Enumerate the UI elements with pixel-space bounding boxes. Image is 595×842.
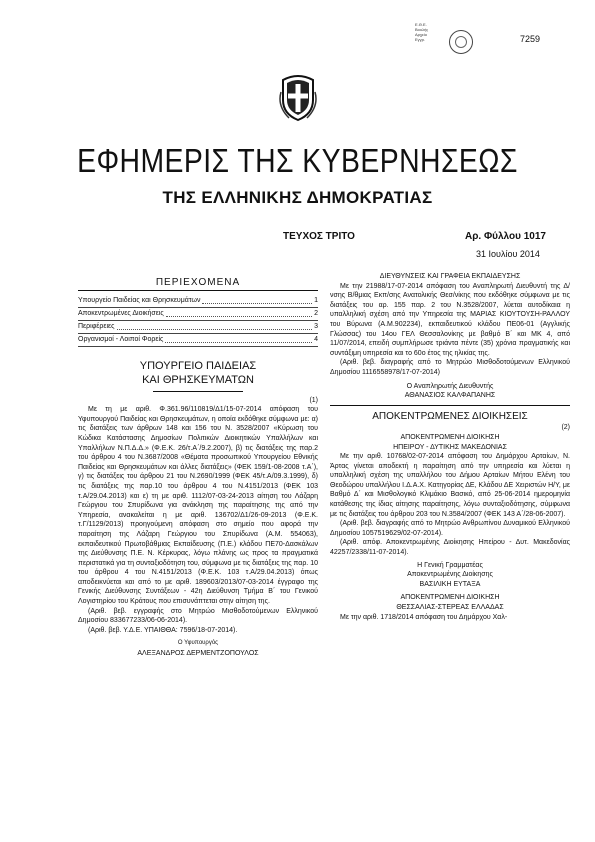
leader-dots: [165, 334, 312, 343]
gazette-masthead: ΕΦΗΜΕΡΙΣ ΤΗΣ ΚΥΒΕΡΝΗΣΕΩΣ: [77, 142, 518, 179]
decision-ref: (2): [561, 424, 570, 432]
contents-entry-label: Περιφέρειες: [78, 322, 115, 330]
leader-dots: [117, 321, 313, 330]
signer-name: ΑΛΕΞΑΝΔΡΟΣ ΔΕΡΜΕΝΤΖΟΠΟΥΛΟΣ: [137, 650, 259, 658]
decision-body: Με την αριθ. 10768/02-07-2014 απόφαση του Δημάρχου Αρταίων, Ν. Άρτας γίνεται αποδεκτή η παραίτηση από την υπηρεσία και λύεται η υπαλληλική σχέση της υπαλλήλου του Δήμου Αρταίων Μήτου Ελένη του Θεοδώρου υπαλλήλου Ι.Δ.Α.Χ. Κατηγορίας ΔΕ, Κλάδου ΔΕ Χειριστών Η/Υ, με Βαθμό Δ΄ και Μισθολογικό Κλιμάκιο Βασικό, από 25-06-2014 ημερομηνία κατάθεσης της ίδιας αίτησης παραίτησης, λόγω συνταξιοδότησης, σύμφωνα με τις διατάξεις του άρθρου 203 του Ν.3584/2007 (ΦΕΚ 143 Α΄/28-06-2007).: [330, 453, 570, 518]
authority-region: ΘΕΣΣΑΛΙΑΣ-ΣΤΕΡΕΑΣ ΕΛΛΑΔΑΣ: [396, 604, 504, 611]
stamp-line: Βουλής: [415, 27, 429, 32]
authority-name: ΑΠΟΚΕΝΤΡΩΜΕΝΗ ΔΙΟΙΚΗΣΗ: [400, 594, 500, 602]
signer-name: ΒΑΣΙΛΙΚΗ ΕΥΤΑΞΑ: [419, 580, 481, 588]
registry-stamp: [415, 22, 475, 62]
department-heading: ΔΙΕΥΘΥΝΣΕΙΣ ΚΑΙ ΓΡΑΦΕΙΑ ΕΚΠΑΙΔΕΥΣΗΣ: [379, 273, 521, 280]
decision-ref: (1): [309, 396, 318, 404]
contents-entry-label: Υπουργείο Παιδείας και Θρησκευμάτων: [78, 296, 201, 304]
contents-entry-label: Οργανισμοί - Λοιποί Φορείς: [78, 335, 164, 343]
decision-body: Με τη με αριθ. Φ.361.96/110819/Δ1/15-07-2014 απόφαση του Υφυπουργού Παιδείας και Θρησκευμάτων, η οποία εκδόθηκε σύμφωνα με: α) τις διατάξεις των άρθρων 148 και 156 του Ν. 3528/2007 «Κύρωση του Κώδικα Κατάστασης Δημοσίων Πολιτικών Διοικητικών Υπαλλήλων και Υπαλλήλων Ν.Π.Δ.Δ.» (Φ.Ε.Κ. 26/τ.Α΄/9.2.2007), β) τις διατάξεις της παρ.2 του άρθρου 4 του Ν.3687/2008 «Θέματα προσωπικού Υπουργείου Εθνικής Παιδείας και Θρησκευμάτων και άλλες διατάξεις» (ΦΕΚ 159/1-08-2008 τ.Α΄), γ) τις διατάξεις του άρθρου 21 του Ν.2690/1999 (ΦΕΚ 45/τ.Α/09.3.1999), δ) τις διατάξεις της παρ.10 του άρθρου 4 του Ν.4151/2013 (ΦΕΚ 103 τ.Α/29.04.2013) και ε) τη με αριθ. 1112/07-03-24-2013 αίτηση του Λάζαρη Γεώργιου του Σπυρίδωνα για ανάκληση της παραίτησης της από την Υπηρεσία, ανακαλείται η με αριθ. 136702/Δ1/26-09-2013 (Φ.Ε.Κ. τ.Γ/1129/2013) προηγούμενη απόφαση στο σημείο που αφορά την παραίτηση της Λάζαρη Γεώργιου του Σπυρίδωνα (Α.Μ. 554063), εκπαιδευτικού Πρωτοβάθμιας Εκπαίδευσης (Π.Ε.) κλάδου ΠΕ70-Δασκάλων της Διεύθυνσης Π.Ε. Ν. Κέρκυρας, λόγω πλάνης ως προς τα πραγματικά περιστατικά για τη συνταξιοδότηση του, σύμφωνα με τις διατάξεις της παρ. 10 του άρθρου 4 του Ν.4151/2013 (Φ.Ε.Κ. 103 τ.Α/29.04.2013) όπως αποδεικνύεται και από το με αριθ. 189603/2013/07-03-2014 έγγραφο της Γενικής Διεύθυνσης Συντάξεων - 42η Διεύθυνση Τμήμα Β΄ του Γενικού Λογιστηρίου του Κράτους που επισυνάπτεται στην αίτηση της.: [78, 406, 318, 606]
sheet-number: Αρ. Φύλλου 1017: [465, 231, 546, 242]
signer-name: ΑΘΑΝΑΣΙΟΣ ΚΑΛΦΑΠΑΝΗΣ: [404, 392, 496, 400]
leader-dots: [202, 295, 312, 304]
decision-body: Με την αριθ. 1718/2014 απόφαση του Δημάρχου Χαλ-: [340, 613, 508, 621]
authority-name: ΑΠΟΚΕΝΤΡΩΜΕΝΗ ΔΙΟΙΚΗΣΗ: [400, 433, 500, 441]
contents-entry[interactable]: [78, 321, 318, 334]
contents-entry-page: 1: [314, 296, 318, 304]
contents-entry[interactable]: [78, 295, 318, 308]
signer-role: Ο Υφυπουργός: [177, 640, 219, 647]
page-number: 7259: [520, 34, 541, 44]
contents-entry-page: 2: [314, 309, 318, 317]
ministry-heading-line: ΚΑΙ ΘΡΗΣΚΕΥΜΑΤΩΝ: [142, 373, 254, 386]
decision-note: (Αριθ. βεβ. διαγραφής από το Μητρώο Μισθοδοτούμενων Ελληνικού Δημοσίου 1116558978/17-07-2014): [330, 359, 570, 376]
decision-note: (Αριθ. απόφ. Αποκεντρωμένης Διοίκησης Ηπείρου - Δυτ. Μακεδονίας 42257/2338/11-07-2014).: [330, 539, 570, 557]
contents-entry-label: Αποκεντρωμένες Διοικήσεις: [78, 309, 164, 317]
issue-date: 31 Ιουλίου 2014: [476, 249, 540, 259]
authority-region: ΗΠΕΙΡΟΥ - ΔΥΤΙΚΗΣ ΜΑΚΕΔΟΝΙΑΣ: [393, 443, 507, 451]
section-heading: ΑΠΟΚΕΝΤΡΩΜΕΝΕΣ ΔΙΟΙΚΗΣΕΙΣ: [372, 410, 528, 422]
left-column: [78, 272, 318, 659]
contents-entry[interactable]: [78, 334, 318, 347]
leader-dots: [166, 308, 312, 317]
contents-entry[interactable]: [78, 308, 318, 321]
signer-role: Ο Αναπληρωτής Διευθυντής: [406, 382, 494, 390]
contents-title: ΠΕΡΙΕΧΟΜΕΝΑ: [78, 278, 318, 291]
divider: [153, 391, 243, 392]
issue-series: ΤΕΥΧΟΣ ΤΡΙΤΟ: [283, 231, 355, 242]
signer-role: Η Γενική Γραμματέας: [417, 561, 483, 569]
signer-role: Αποκεντρωμένης Διοίκησης: [407, 571, 493, 579]
right-column: [330, 272, 570, 622]
ministry-heading-line: ΥΠΟΥΡΓΕΙΟ ΠΑΙΔΕΙΑΣ: [139, 359, 257, 372]
decision-body: Με την 21988/17-07-2014 απόφαση του Αναπληρωτή Διευθυντή της Δ/νσης Β/θμιας Εκπ/σης Ανατολικής Θεσ/νίκης που εκδόθηκε σύμφωνα με τις διατάξεις του αρ. 155 παρ. 2 του Ν.3528/2007, λύεται αυτοδίκαια η υπαλληλική σχέση από την Υπηρεσία της ΜΑΡΙΑΣ ΚΙΟΥΤΟΥΣΗ-ΡΑΛΛΟΥ του Βύρωνα (Α.Μ.902234), εκπαιδευτικού κλάδου ΠΕ06-01 (Αγγλικής Γλώσσας) του 14ου ΓΕΛ Θεσσαλονίκης με βαθμό Β΄ και ΜΚ 4, από 11/07/2014, επειδή συμπλήρωσε τριάντα πέντε (35) χρόνια πραγματικής και συντάξιμη υπηρεσία και το 60ο έτος της ηλικίας της.: [330, 282, 570, 357]
divider: [330, 405, 570, 406]
decision-note: (Αριθ. βεβ. εγγραφής στο Μητρώο Μισθοδοτούμενων Ελληνικού Δημοσίου 833677233/06-06-2014).: [78, 607, 318, 625]
decision-note: (Αριθ. βεβ. Υ.Δ.Ε. ΥΠΑΙΘΘΑ: 7596/18-07-2014).: [88, 626, 238, 634]
gazette-subtitle: ΤΗΣ ΕΛΛΗΝΙΚΗΣ ΔΗΜΟΚΡΑΤΙΑΣ: [162, 188, 433, 207]
contents-entry-page: 4: [314, 335, 318, 343]
stamp-line: Ε.Θ.Ε.: [415, 22, 427, 27]
stamp-seal-icon: [449, 30, 473, 54]
coat-of-arms-icon: [277, 72, 319, 124]
contents-entry-page: 3: [314, 322, 318, 330]
stamp-line: Αρχείο: [415, 32, 427, 37]
stamp-line: Εγγρ.: [415, 37, 426, 42]
decision-note: (Αριθ. βεβ. διαγραφής από το Μητρώο Ανθρωπίνου Δυναμικού Ελληνικού Δημοσίου 1057519629/02-07-2014).: [330, 520, 570, 537]
ministry-heading: [78, 359, 318, 387]
